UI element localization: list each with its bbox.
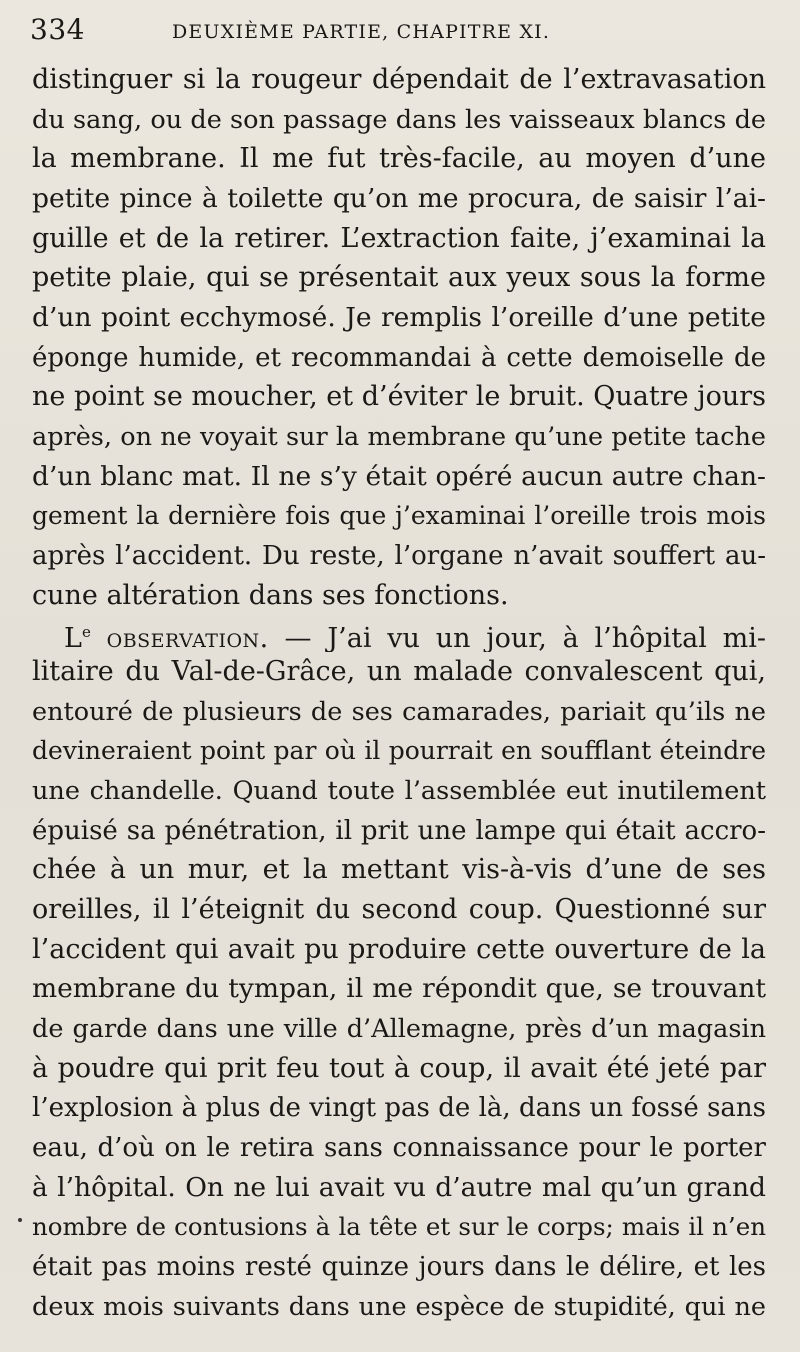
running-head: DEUXIÈME PARTIE, CHAPITRE XI. (172, 21, 551, 43)
observation-label: observation. (106, 623, 269, 652)
text-line: était pas moins resté quinze jours dans le délire, et les (32, 1252, 766, 1282)
text-line: entouré de plusieurs de ses camarades, pariait qu’ils ne (32, 697, 766, 727)
text-line: nombre de contusions à la tête et sur le corps; mais il n’en (32, 1212, 766, 1241)
text-line: du sang, ou de son passage dans les vaisseaux blancs de (32, 105, 766, 135)
text-line: l’accident qui avait pu produire cette ouverture de la (32, 934, 766, 965)
text-line: petite pince à toilette qu’on me procura, de saisir l’ai- (32, 183, 766, 214)
text-line: après, on ne voyait sur la membrane qu’une petite tache (32, 422, 766, 452)
text-line: oreilles, il l’éteignit du second coup. Questionné sur (32, 894, 766, 925)
text-line: petite plaie, qui se présentait aux yeux sous la forme (32, 262, 766, 293)
observation-superscript: e (81, 623, 91, 641)
text-line: guille et de la retirer. L’extraction faite, j’examinai la (32, 223, 766, 254)
text-line: la membrane. Il me fut très-facile, au moyen d’une (32, 143, 766, 174)
text-line: épuisé sa pénétration, il prit une lampe qui était accro- (32, 816, 766, 846)
text-line: devineraient point par où il pourrait en soufflant éteindre (32, 736, 766, 765)
text-line: litaire du Val-de-Grâce, un malade convalescent qui, (32, 656, 766, 687)
text-line: d’un blanc mat. Il ne s’y était opéré aucun autre chan- (32, 461, 766, 492)
text-line: eau, d’où on le retira sans connaissance pour le porter (32, 1133, 766, 1163)
text-line: cune altération dans ses fonctions. (32, 580, 509, 611)
text-line: chée à un mur, et la mettant vis-à-vis d’une de ses (32, 854, 766, 885)
text-line: éponge humide, et recommandai à cette demoiselle de (32, 343, 766, 373)
text-line: à poudre qui prit feu tout à coup, il avait été jeté par (32, 1053, 766, 1084)
text-line: distinguer si la rougeur dépendait de l’extravasation (32, 64, 766, 95)
text-line: une chandelle. Quand toute l’assemblée eut inutilement (32, 776, 766, 806)
text-line: deux mois suivants dans une espèce de stupidité, qui ne (32, 1292, 766, 1322)
text-line: à l’hôpital. On ne lui avait vu d’autre mal qu’un grand (32, 1172, 766, 1203)
margin-speck (18, 1218, 22, 1222)
text-line: d’un point ecchymosé. Je remplis l’oreille d’une petite (32, 302, 766, 333)
text-line: gement la dernière fois que j’examinai l’oreille trois mois (32, 501, 766, 530)
text-line: ne point se moucher, et d’éviter le bruit. Quatre jours (32, 381, 766, 412)
text-line: l’explosion à plus de vingt pas de là, dans un fossé sans (32, 1093, 766, 1123)
text-line: de garde dans une ville d’Allemagne, près d’un magasin (32, 1014, 766, 1044)
observation-first-line: — J’ai vu un jour, à l’hôpital mi- (268, 623, 766, 652)
page-number: 334 (30, 13, 85, 46)
observation-numeral: L (64, 623, 82, 652)
text-line: après l’accident. Du reste, l’organe n’avait souffert au- (32, 541, 766, 571)
text-line: membrane du tympan, il me répondit que, se trouvant (32, 973, 766, 1004)
observation-heading-line (64, 612, 766, 652)
